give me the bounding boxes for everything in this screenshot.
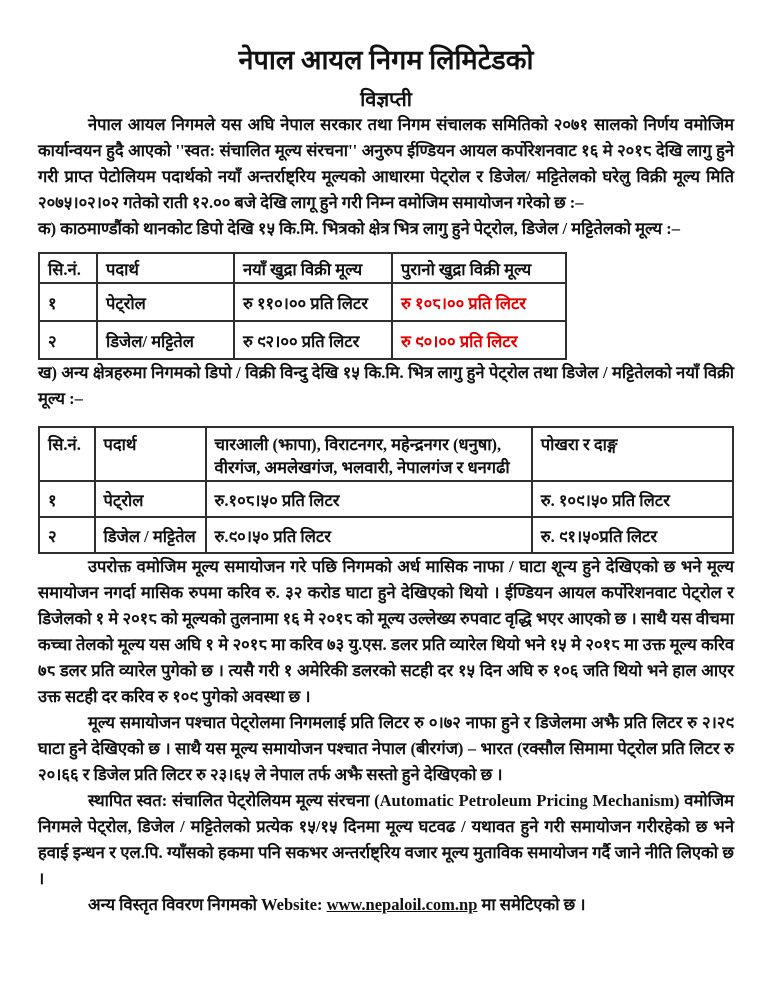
mechanism-text-english: Automatic Petroleum Pricing Mechanism xyxy=(379,791,675,810)
table-row xyxy=(39,321,566,359)
mechanism-text-post: ) वमोजिम निगमले पेट्रोल, डिजेल / मट्टितेलको प्रत्येक १५/१५ दिनमा मूल्य घटवढ / यथावत हुने गरी समायोजन गरीरहेको छ भने हवाई इन्धन र एल.पि. ग्याँसको हकमा पनि सकभर अन्तर्राष्ट्रिय वजार मूल्य मुताविक समायोजन गर्दै जाने नीति लिएको छ । xyxy=(38,791,734,888)
col-header-main-cities: चारआली (झापा), विराटनगर, महेन्द्रनगर (धनुषा), वीरगंज, अमलेखगंज, भलवारी, नेपालगंज र धनगढी xyxy=(206,427,532,481)
mechanism-paragraph xyxy=(38,788,734,892)
price-table-other-regions xyxy=(38,426,734,554)
footer-text-post: मा समेटिएको छ । xyxy=(477,895,586,914)
table-row xyxy=(39,283,566,321)
cell-price-main: रु.९०।५० प्रति लिटर xyxy=(206,517,532,553)
cell-price-pokhara: रु. ९१।५०प्रति लिटर xyxy=(532,517,733,553)
cell-new-price: रु ९२।०० प्रति लिटर xyxy=(234,321,392,359)
intro-paragraph: नेपाल आयल निगमले यस अघि नेपाल सरकार तथा निगम संचालक समितिको २०७१ सालको निर्णय वमोजिम कार्यान्वयन हुदै आएको ''स्वत: संचालित मूल्य संरचना'' अनुरुप ईण्डियन आयल कर्पोरेशनवाट १६ मे २०१८ देखि लागु हुने गरी प्राप्त पेटोलियम पदार्थको नयाँ अन्तर्राष्ट्रिय मूल्यको आधारमा पेट्रोल र डिजेल/ मट्टितेलको घरेलु विक्री मूल्य मिति २०७५।०२।०२ गतेको राती १२.०० बजे देखि लागू हुने गरी निम्न वमोजिम समायोजन गरेको छ :– xyxy=(38,115,734,212)
price-table-kathmandu xyxy=(38,252,567,360)
col-header-pokhara-dang: पोखरा र दाङ्ग xyxy=(532,427,733,481)
cell-sn: १ xyxy=(39,481,95,517)
cell-new-price: रु ११०।०० प्रति लिटर xyxy=(234,283,392,321)
table-header-row xyxy=(39,253,566,283)
cell-sn: १ xyxy=(39,283,97,321)
mechanism-text-pre: स्थापित स्वत: संचालित पेट्रोलियम मूल्य संरचना ( xyxy=(88,791,380,810)
page-title: नेपाल आयल निगम लिमिटेडको xyxy=(238,45,534,75)
footer-paragraph xyxy=(38,892,734,918)
cell-product: डिजेल / मट्टितेल xyxy=(95,517,206,553)
analysis-paragraph: उपरोक्त वमोजिम मूल्य समायोजन गरे पछि निगमको अर्ध मासिक नाफा / घाटा शून्य हुने देखिएको छ भने मूल्य समायोजन नगर्दा मासिक रुपमा करिव रु. ३२ करोड घाटा हुने देखिएको थियो । ईण्डियन आयल कर्पोरेशनवाट पेट्रोल र डिजेलको १ मे २०१८ को मूल्यको तुलनामा १६ मे २०१८ को मूल्य उल्लेख्य रुपवाट वृद्धि भएर आएको छ । साथै यस वीचमा कच्चा तेलको मूल्य यस अघि १ मे २०१८ मा करिव ७३ यु.एस. डलर प्रति व्यारेल थियो भने १५ मे २०१८ मा उक्त मूल्य करिव ७८ डलर प्रति व्यारेल पुगेको छ । त्यसै गरी १ अमेरिकी डलरको सटही दर १५ दिन अघि रु १०६ जति थियो भने हाल आएर उक्त सटही दर करिव रु १०९ पुगेको अवस्था छ । xyxy=(38,557,734,706)
profit-loss-paragraph: मूल्य समायोजन पश्चात पेट्रोलमा निगमलाई प्रति लिटर रु ०।७२ नाफा हुने र डिजेलमा अझै प्रति लिटर रु २।२९ घाटा हुने देखिएको छ । साथै यस मूल्य समायोजन पश्चात नेपाल (बीरगंज) – भारत (रक्सौल सिमामा पेट्रोल प्रति लिटर रु २०।६६ र डिजेल प्रति लिटर रु २३।६५ ले नेपाल तर्फ अझै सस्तो हुने देखिएको छ । xyxy=(38,713,734,784)
table-header-row xyxy=(39,427,733,481)
section-b-heading: ख) अन्य क्षेत्रहरुमा निगमको डिपो / विक्री विन्दु देखि १५ कि.मि. भित्र लागु हुने पेट्रोल तथा डिजेल / मट्टितेलको नयाँ विक्री मूल्य :– xyxy=(38,363,734,408)
cell-sn: २ xyxy=(39,321,97,359)
col-header-product: पदार्थ xyxy=(97,253,234,283)
cell-sn: २ xyxy=(39,517,95,553)
table-row xyxy=(39,481,733,517)
section-a-heading: क) काठमाण्डौंको थानकोट डिपो देखि १५ कि.मि. भित्रको क्षेत्र भित्र लागु हुने पेट्रोल, डिजेल / मट्टितेलको मूल्य :– xyxy=(38,219,680,238)
cell-product: डिजेल/ मट्टितेल xyxy=(97,321,234,359)
footer-text-pre: अन्य विस्तृत विवरण निगमको Website: xyxy=(88,895,327,914)
cell-product: पेट्रोल xyxy=(97,283,234,321)
col-header-sn: सि.नं. xyxy=(39,253,97,283)
col-header-sn: सि.नं. xyxy=(39,427,95,481)
cell-old-price: रु १०८।०० प्रति लिटर xyxy=(392,283,566,321)
page-subtitle: विज्ञप्ती xyxy=(360,89,412,111)
col-header-old-price: पुरानो खुद्रा विक्री मूल्य xyxy=(392,253,566,283)
cell-product: पेट्रोल xyxy=(95,481,206,517)
table-row xyxy=(39,517,733,553)
website-link[interactable]: www.nepaloil.com.np xyxy=(326,895,478,914)
cell-old-price: रु ९०।०० प्रति लिटर xyxy=(392,321,566,359)
cell-price-main: रु.१०८।५० प्रति लिटर xyxy=(206,481,532,517)
col-header-product: पदार्थ xyxy=(95,427,206,481)
cell-price-pokhara: रु. १०९।५० प्रति लिटर xyxy=(532,481,733,517)
col-header-new-price: नयाँ खुद्रा विक्री मूल्य xyxy=(234,253,392,283)
